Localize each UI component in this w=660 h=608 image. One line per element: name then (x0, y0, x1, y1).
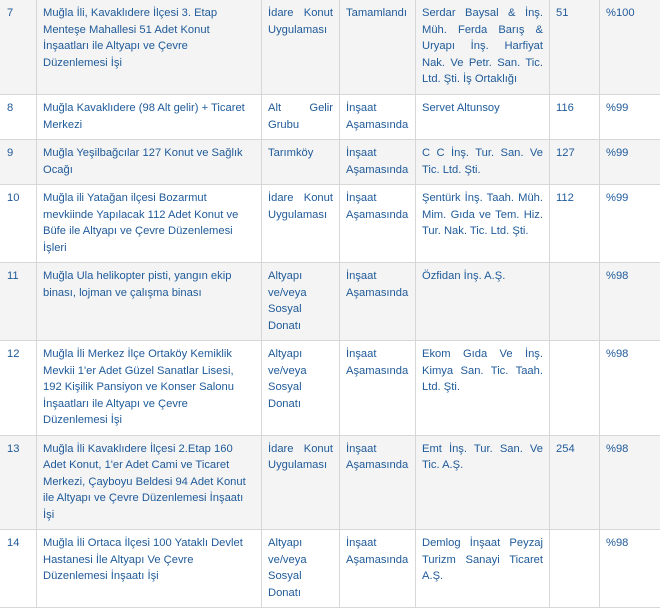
project-type: İdare Konut Uygulaması (262, 185, 340, 263)
project-type: Altyapı ve/veya Sosyal Donatı (262, 263, 340, 341)
project-status: İnşaat Aşamasında (340, 95, 416, 140)
row-number: 7 (0, 0, 37, 95)
row-number: 11 (0, 263, 37, 341)
project-name: Muğla Ula helikopter pisti, yangın ekip binası, lojman ve çalışma binası (37, 263, 262, 341)
project-name: Muğla İli Ortaca İlçesi 100 Yataklı Devlet Hastanesi İle Altyapı Ve Çevre Düzenlemesi İnşaatı İşi (37, 530, 262, 608)
row-number: 10 (0, 185, 37, 263)
project-status: İnşaat Aşamasında (340, 530, 416, 608)
project-name: Muğla Yeşilbağcılar 127 Konut ve Sağlık Ocağı (37, 140, 262, 185)
table-row (0, 95, 660, 140)
unit-count: 116 (550, 95, 600, 140)
unit-count (550, 263, 600, 341)
project-type: Alt Gelir Grubu (262, 95, 340, 140)
contractor: Şentürk İnş. Taah. Müh. Mim. Gıda ve Tem. Hiz. Tur. Nak. Tic. Ltd. Şti. (416, 185, 550, 263)
project-status: İnşaat Aşamasında (340, 140, 416, 185)
table-row (0, 0, 660, 95)
table-row (0, 263, 660, 341)
progress-percent: %98 (600, 341, 660, 436)
progress-percent: %99 (600, 95, 660, 140)
project-type: İdare Konut Uygulaması (262, 435, 340, 530)
table-row (0, 341, 660, 436)
contractor: Demlog İnşaat Peyzaj Turizm Sanayi Ticaret A.Ş. (416, 530, 550, 608)
row-number: 9 (0, 140, 37, 185)
progress-percent: %98 (600, 530, 660, 608)
contractor: C C İnş. Tur. San. Ve Tic. Ltd. Şti. (416, 140, 550, 185)
progress-percent: %100 (600, 0, 660, 95)
project-type: İdare Konut Uygulaması (262, 0, 340, 95)
contractor: Servet Altunsoy (416, 95, 550, 140)
project-type: Altyapı ve/veya Sosyal Donatı (262, 341, 340, 436)
progress-percent: %99 (600, 185, 660, 263)
project-status: Tamamlandı (340, 0, 416, 95)
project-type: Altyapı ve/veya Sosyal Donatı (262, 530, 340, 608)
project-status: İnşaat Aşamasında (340, 341, 416, 436)
contractor: Serdar Baysal & İnş. Müh. Ferda Barış & Uryapı İnş. Harfiyat Nak. Ve Petr. San. Tic. Ltd. Şti. İş Ortaklığı (416, 0, 550, 95)
contractor: Emt İnş. Tur. San. Ve Tic. A.Ş. (416, 435, 550, 530)
table-row (0, 530, 660, 608)
unit-count (550, 530, 600, 608)
project-name: Muğla İli, Kavaklıdere İlçesi 3. Etap Menteşe Mahallesi 51 Adet Konut İnşaatları ile Altyapı ve Çevre Düzenlemesi İşi (37, 0, 262, 95)
contractor: Özfidan İnş. A.Ş. (416, 263, 550, 341)
table-row (0, 185, 660, 263)
project-name: Muğla İli Merkez İlçe Ortaköy Kemiklik Mevkii 1'er Adet Güzel Sanatlar Lisesi, 192 Kişilik Pansiyon ve Konser Salonu İnşaatları ile Altyapı ve Çevre Düzenlemesi İşi (37, 341, 262, 436)
progress-percent: %98 (600, 263, 660, 341)
project-name: Muğla İli Kavaklıdere İlçesi 2.Etap 160 Adet Konut, 1'er Adet Cami ve Ticaret Merkezi, Çayboyu Beldesi 94 Adet Konut ile Altyapı ve Çevre Düzenlemesi İnşaatı İşi (37, 435, 262, 530)
unit-count: 254 (550, 435, 600, 530)
project-type: Tarımköy (262, 140, 340, 185)
row-number: 14 (0, 530, 37, 608)
contractor: Ekom Gıda Ve İnş. Kimya San. Tic. Taah. Ltd. Şti. (416, 341, 550, 436)
row-number: 13 (0, 435, 37, 530)
table-row (0, 140, 660, 185)
unit-count: 112 (550, 185, 600, 263)
unit-count: 51 (550, 0, 600, 95)
project-name: Muğla ili Yatağan ilçesi Bozarmut mevkiinde Yapılacak 112 Adet Konut ve Büfe ile Altyapı ve Çevre Düzenlemesi İşleri (37, 185, 262, 263)
progress-percent: %98 (600, 435, 660, 530)
unit-count: 127 (550, 140, 600, 185)
project-status: İnşaat Aşamasında (340, 263, 416, 341)
row-number: 12 (0, 341, 37, 436)
unit-count (550, 341, 600, 436)
row-number: 8 (0, 95, 37, 140)
project-status: İnşaat Aşamasında (340, 435, 416, 530)
table-row (0, 435, 660, 530)
project-status: İnşaat Aşamasında (340, 185, 416, 263)
project-name: Muğla Kavaklıdere (98 Alt gelir) + Ticaret Merkezi (37, 95, 262, 140)
progress-percent: %99 (600, 140, 660, 185)
